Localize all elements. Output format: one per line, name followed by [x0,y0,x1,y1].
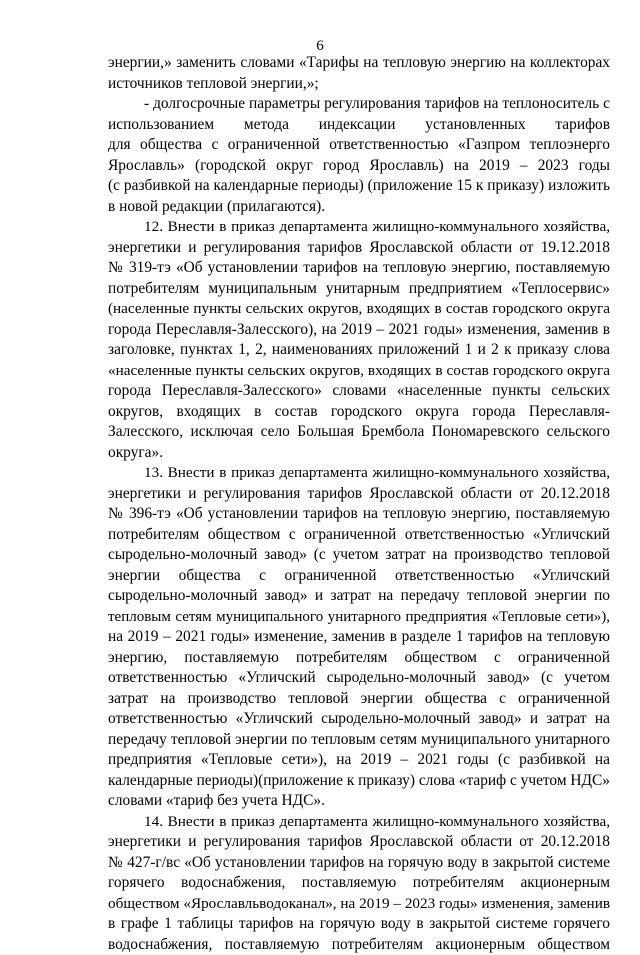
text-line: источников тепловой энергии,»; [108,74,610,95]
text-line: № 396-тэ «Об установлении тарифов на тепловую энергию, поставляемую [108,504,610,525]
text-line: энергии,» заменить словами «Тарифы на тепловую энергию на коллекторах [108,53,610,74]
text-line: 14. Внести в приказ департамента жилищно-коммунального хозяйства, [108,812,610,833]
text-line: сыродельно-молочный завод» (с учетом затрат на производство тепловой [108,545,610,566]
text-line: ответственностью «Угличский сыродельно-молочный завод» и затрат на [108,709,610,730]
document-body [108,53,610,955]
text-line: тепловым сетям муниципального унитарного предприятия «Тепловые сети»), [108,607,610,628]
page-number: 6 [0,37,640,55]
text-line: Ярославль» (городской округ город Ярославль) на 2019 – 2023 годы [108,156,610,177]
text-line: (населенные пункты сельских округов, входящих в состав городского округа [108,299,610,320]
text-line: энергетики и регулирования тарифов Ярославской области от 19.12.2018 [108,238,610,259]
text-line: потребителям обществом с ограниченной ответственностью «Угличский [108,525,610,546]
text-line: в графе 1 таблицы тарифов на горячую воду в закрытой системе горячего [108,914,610,935]
text-line: 12. Внести в приказ департамента жилищно-коммунального хозяйства, [108,217,610,238]
text-line: горячего водоснабжения, поставляемую потребителям акционерным [108,873,610,894]
text-line: округов, входящих в состав городского округа города Переславля- [108,402,610,423]
text-line: в новой редакции (прилагаются). [108,197,610,218]
text-line: календарные периоды)(приложение к приказу) слова «тариф с учетом НДС» [108,771,610,792]
text-line: округа». [108,443,610,464]
text-line: - долгосрочные параметры регулирования тарифов на теплоноситель с [108,94,610,115]
text-line: (с разбивкой на календарные периоды) (приложение 15 к приказу) изложить [108,176,610,197]
text-line: обществом «Ярославльводоканал», на 2019 – 2023 годы» изменения, заменив [108,894,610,915]
text-line: потребителям муниципальным унитарным предприятием «Теплосервис» [108,279,610,300]
text-line: энергетики и регулирования тарифов Ярославской области от 20.12.2018 [108,484,610,505]
text-line: энергетики и регулирования тарифов Ярославской области от 20.12.2018 [108,832,610,853]
text-line: энергии общества с ограниченной ответственностью «Угличский [108,566,610,587]
text-line: «населенные пункты сельских округов, входящих в состав городского округа [108,361,610,382]
text-line: Залесского, исключая село Большая Брембола Пономаревского сельского [108,422,610,443]
text-line: словами «тариф без учета НДС». [108,791,610,812]
text-line: на 2019 – 2021 годы» изменение, заменив в разделе 1 тарифов на тепловую [108,627,610,648]
text-line: передачу тепловой энергии по тепловым сетям муниципального унитарного [108,730,610,751]
text-line: города Переславля-Залесского» словами «населенные пункты сельских [108,381,610,402]
text-line: затрат на производство тепловой энергии общества с ограниченной [108,689,610,710]
text-line: № 319-тэ «Об установлении тарифов на тепловую энергию, поставляемую [108,258,610,279]
text-line: города Переславля-Залесского), на 2019 – 2021 годы» изменения, заменив в [108,320,610,341]
text-line: ответственностью «Угличский сыродельно-молочный завод» (с учетом [108,668,610,689]
text-line: заголовке, пунктах 1, 2, наименованиях приложений 1 и 2 к приказу слова [108,340,610,361]
text-line: энергию, поставляемую потребителям обществом с ограниченной [108,648,610,669]
text-line: предприятия «Тепловые сети»), на 2019 – 2021 годы (с разбивкой на [108,750,610,771]
text-line: № 427-г/вс «Об установлении тарифов на горячую воду в закрытой системе [108,853,610,874]
text-line: использованием метода индексации установленных тарифов [108,115,610,136]
text-line: водоснабжения, поставляемую потребителям акционерным обществом [108,935,610,955]
text-line: 13. Внести в приказ департамента жилищно-коммунального хозяйства, [108,463,610,484]
text-line: для общества с ограниченной ответственностью «Газпром теплоэнерго [108,135,610,156]
text-line: сыродельно-молочный завод» и затрат на передачу тепловой энергии по [108,586,610,607]
